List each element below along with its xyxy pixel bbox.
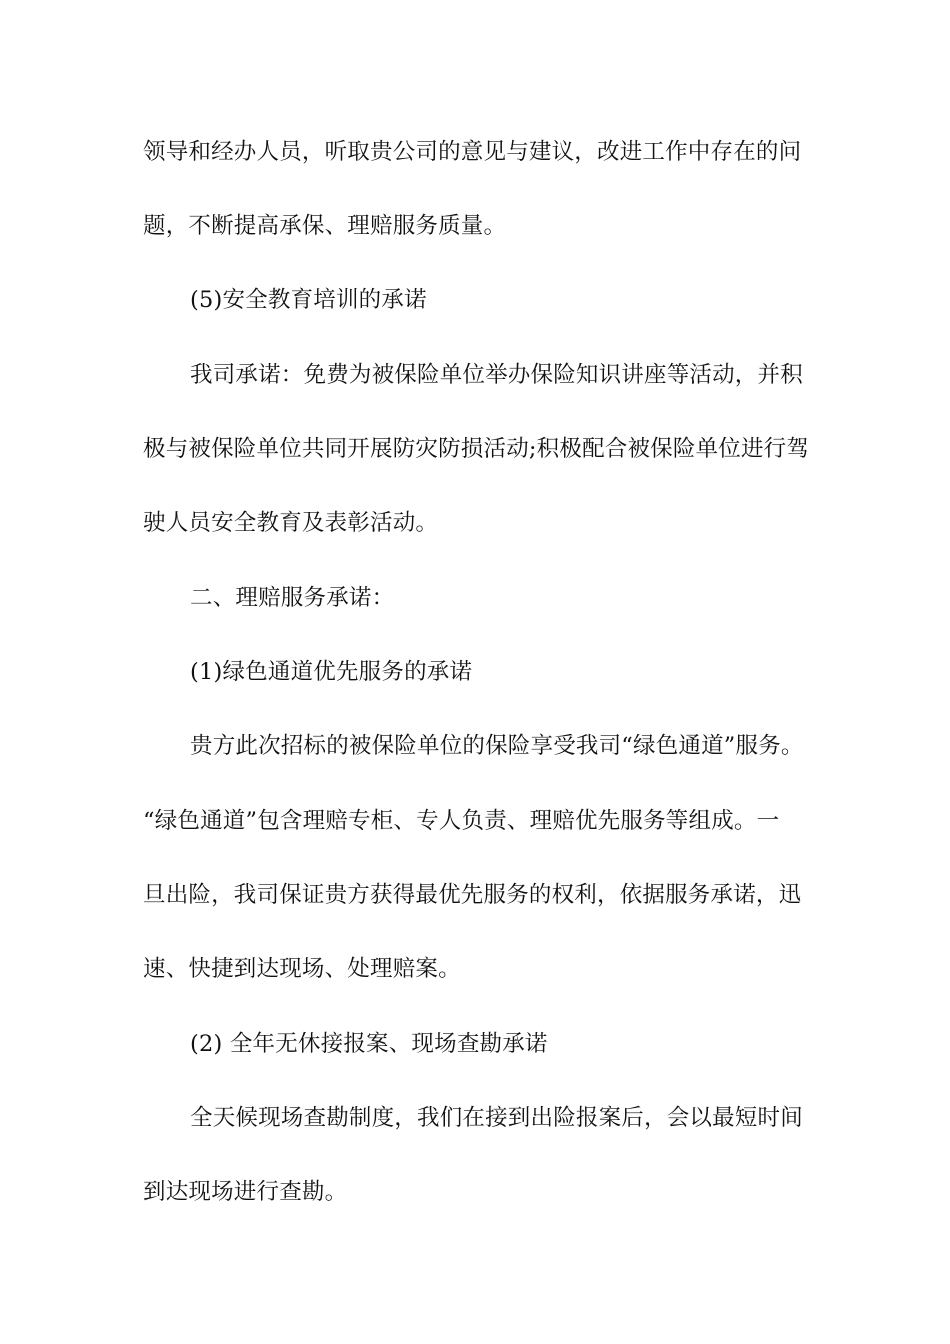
section-heading: (2) 全年无休接报案、现场查勘承诺 <box>190 1031 548 1057</box>
section-heading: (5)安全教育培训的承诺 <box>190 287 427 313</box>
paragraph-line: 极与被保险单位共同开展防灾防损活动;积极配合被保险单位进行驾 <box>143 436 810 462</box>
paragraph-line: 旦出险，我司保证贵方获得最优先服务的权利，依据服务承诺，迅 <box>143 882 802 908</box>
paragraph-line: 贵方此次招标的被保险单位的保险享受我司“绿色通道”服务。 <box>190 733 804 759</box>
paragraph-line: 我司承诺：免费为被保险单位举办保险知识讲座等活动，并积 <box>190 362 803 388</box>
section-heading: 二、理赔服务承诺： <box>190 585 395 611</box>
paragraph-line: 速、快捷到达现场、处理赔案。 <box>143 956 461 982</box>
paragraph-line: “绿色通道”包含理赔专柜、专人负责、理赔优先服务等组成。一 <box>143 808 780 834</box>
paragraph-line: 领导和经办人员，听取贵公司的意见与建议，改进工作中存在的问 <box>143 139 802 165</box>
paragraph-line: 全天候现场查勘制度，我们在接到出险报案后，会以最短时间 <box>190 1105 803 1131</box>
section-heading: (1)绿色通道优先服务的承诺 <box>190 659 473 685</box>
paragraph-line: 题，不断提高承保、理赔服务质量。 <box>143 213 507 239</box>
paragraph-line: 驶人员安全教育及表彰活动。 <box>143 510 439 536</box>
paragraph-line: 到达现场进行查勘。 <box>143 1179 348 1205</box>
